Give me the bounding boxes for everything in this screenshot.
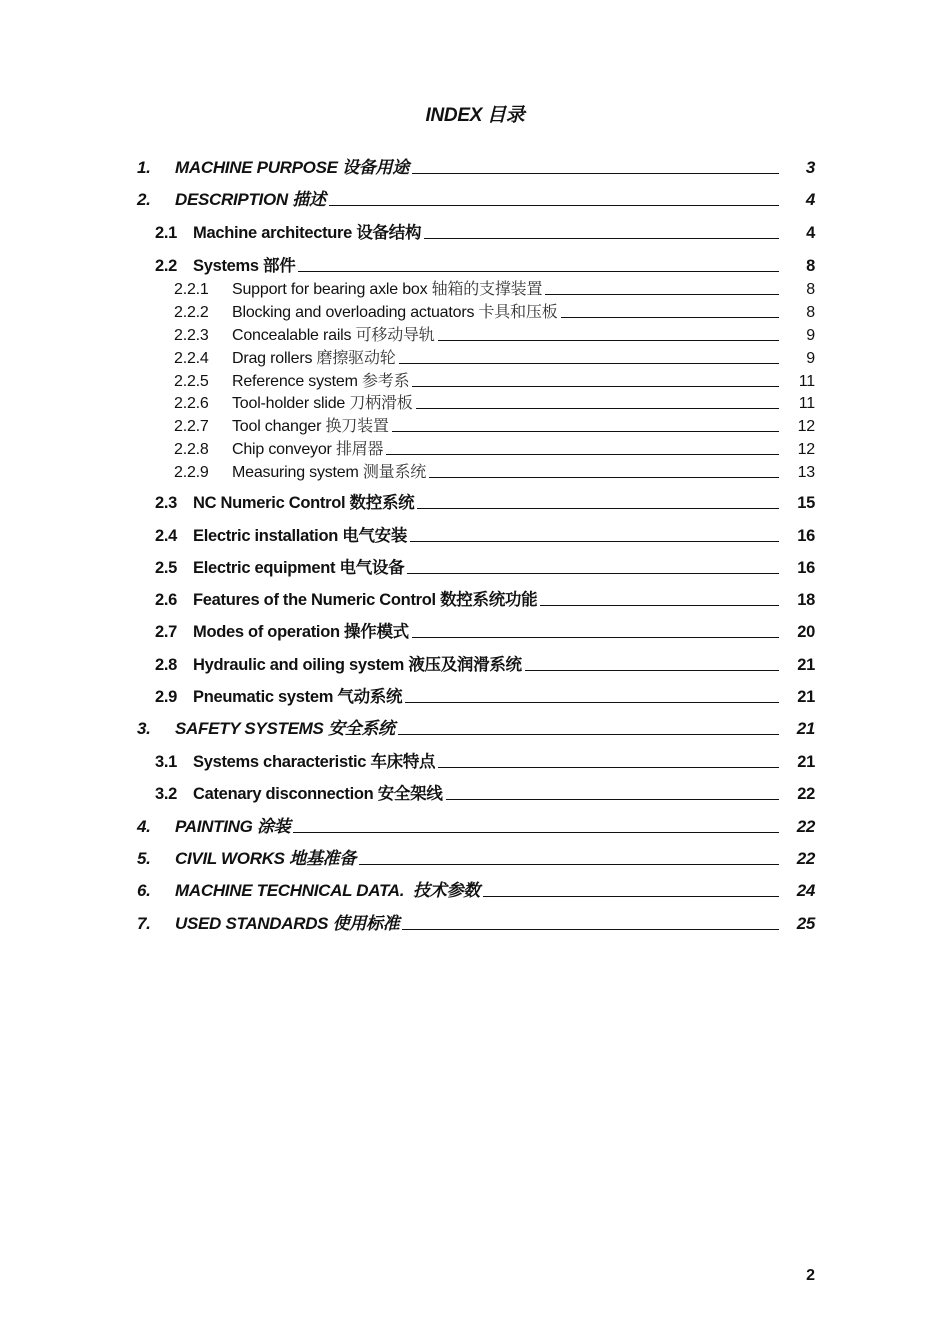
- toc-entry-page: 16: [797, 527, 815, 545]
- toc-entry-label: Hydraulic and oiling system 液压及润滑系统: [193, 656, 522, 674]
- toc-entry-2-4[interactable]: [155, 524, 815, 546]
- dot-leader: [438, 340, 779, 341]
- toc-entry-page: 4: [806, 224, 815, 242]
- toc-entry-label: MACHINE PURPOSE 设备用途: [175, 158, 409, 177]
- toc-entry-label: Pneumatic system 气动系统: [193, 688, 403, 706]
- toc-entry-label: USED STANDARDS 使用标准: [175, 914, 400, 933]
- toc-entry-page: 4: [805, 190, 815, 209]
- toc-entry-page: 9: [806, 327, 815, 344]
- toc-entry-page: 22: [796, 849, 815, 868]
- dot-leader: [386, 454, 779, 455]
- toc-entry-3[interactable]: [137, 717, 815, 739]
- toc-entry-number: 2.: [137, 190, 151, 209]
- toc-entry-label: Electric equipment 电气设备: [193, 559, 405, 577]
- toc-entry-label: Support for bearing axle box 轴箱的支撑装置: [232, 279, 543, 298]
- toc-entry-number: 2.2.4: [174, 350, 209, 367]
- toc-entry-label: Measuring system 测量系统: [232, 462, 427, 481]
- page-number: 2: [806, 1267, 815, 1284]
- dot-leader: [405, 702, 779, 703]
- toc-entry-number: 2.1: [155, 224, 178, 242]
- toc-entry-number: 3.1: [155, 753, 178, 771]
- toc-entry-2-2-1[interactable]: [174, 277, 815, 299]
- dot-leader: [483, 896, 779, 897]
- dot-leader: [424, 238, 779, 239]
- toc-entry-3-2[interactable]: [155, 782, 815, 804]
- dot-leader: [402, 929, 779, 930]
- toc-entry-number: 2.2.7: [174, 418, 209, 435]
- toc-entry-number: 2.7: [155, 623, 178, 641]
- toc-entry-label: Systems 部件: [193, 257, 296, 275]
- toc-entry-2-2-5[interactable]: [174, 369, 815, 391]
- toc-entry-2-1[interactable]: [155, 221, 815, 243]
- toc-entry-number: 3.2: [155, 785, 178, 803]
- toc-entry-5[interactable]: [137, 847, 815, 869]
- dot-leader: [412, 173, 779, 174]
- dot-leader: [545, 294, 779, 295]
- toc-entry-number: 2.9: [155, 688, 178, 706]
- toc-entry-label: Machine architecture 设备结构: [193, 224, 422, 242]
- toc-entry-3-1[interactable]: [155, 750, 815, 772]
- toc-entry-2[interactable]: [137, 188, 815, 210]
- toc-entry-number: 5.: [137, 849, 151, 868]
- toc-entry-2-2[interactable]: [155, 254, 815, 276]
- dot-leader: [392, 431, 779, 432]
- toc-entry-2-2-3[interactable]: [174, 323, 815, 345]
- toc-entry-label: Systems characteristic 车床特点: [193, 753, 436, 771]
- toc-entry-label: MACHINE TECHNICAL DATA. 技术参数: [175, 881, 480, 900]
- toc-entry-label: PAINTING 涂装: [175, 817, 291, 836]
- toc-entry-number: 2.8: [155, 656, 178, 674]
- dot-leader: [438, 767, 779, 768]
- toc-entry-page: 9: [806, 350, 815, 367]
- toc-entry-number: 2.2.5: [174, 373, 209, 390]
- toc-entry-number: 3.: [137, 719, 151, 738]
- dot-leader: [416, 408, 779, 409]
- dot-leader: [398, 734, 779, 735]
- dot-leader: [359, 864, 779, 865]
- toc-entry-page: 21: [797, 656, 815, 674]
- dot-leader: [446, 799, 779, 800]
- toc-entry-number: 1.: [137, 158, 151, 177]
- toc-entry-number: 2.2: [155, 257, 178, 275]
- toc-entry-2-2-4[interactable]: [174, 346, 815, 368]
- toc-entry-page: 22: [797, 785, 815, 803]
- toc-entry-number: 2.2.3: [174, 327, 209, 344]
- toc-entry-label: Electric installation 电气安装: [193, 527, 408, 545]
- toc-entry-page: 25: [796, 914, 815, 933]
- dot-leader: [417, 508, 779, 509]
- toc-entry-page: 3: [805, 158, 815, 177]
- toc-entry-2-2-2[interactable]: [174, 300, 815, 322]
- toc-entry-2-2-9[interactable]: [174, 460, 815, 482]
- toc-entry-label: Modes of operation 操作模式: [193, 623, 409, 641]
- dot-leader: [410, 541, 779, 542]
- toc-entry-2-2-8[interactable]: [174, 437, 815, 459]
- toc-entry-number: 4.: [137, 817, 151, 836]
- toc-entry-label: Tool-holder slide 刀柄滑板: [232, 393, 413, 412]
- toc-entry-number: 2.3: [155, 494, 178, 512]
- toc-entry-label: Features of the Numeric Control 数控系统功能: [193, 591, 538, 609]
- toc-entry-1[interactable]: [137, 156, 815, 178]
- toc-entry-2-8[interactable]: [155, 653, 815, 675]
- toc-entry-page: 18: [797, 591, 815, 609]
- toc-entry-number: 7.: [137, 914, 151, 933]
- toc-entry-number: 2.2.1: [174, 281, 209, 298]
- toc-entry-number: 2.2.8: [174, 441, 209, 458]
- toc-entry-label: Concealable rails 可移动导轨: [232, 325, 435, 344]
- toc-entry-label: Drag rollers 磨擦驱动轮: [232, 348, 396, 367]
- dot-leader: [293, 832, 779, 833]
- dot-leader: [525, 670, 779, 671]
- toc-entry-page: 22: [796, 817, 815, 836]
- toc-entry-page: 12: [797, 441, 815, 458]
- dot-leader: [561, 317, 779, 318]
- toc-entry-number: 6.: [137, 881, 151, 900]
- toc-entry-2-2-7[interactable]: [174, 414, 815, 436]
- toc-entry-page: 11: [798, 395, 815, 412]
- toc-entry-4[interactable]: [137, 815, 815, 837]
- toc-entry-page: 21: [796, 719, 815, 738]
- dot-leader: [298, 271, 779, 272]
- toc-entry-number: 2.2.2: [174, 304, 209, 321]
- toc-entry-2-3[interactable]: [155, 491, 815, 513]
- dot-leader: [407, 573, 779, 574]
- page-title: INDEX 目录: [425, 105, 525, 126]
- toc-entry-page: 8: [806, 257, 815, 275]
- toc-entry-2-2-6[interactable]: [174, 391, 815, 413]
- toc-entry-page: 12: [797, 418, 815, 435]
- toc-entry-label: SAFETY SYSTEMS 安全系统: [175, 719, 395, 738]
- toc-entry-label: Chip conveyor 排屑器: [232, 439, 384, 458]
- toc-entry-number: 2.2.9: [174, 464, 209, 481]
- dot-leader: [329, 205, 779, 206]
- dot-leader: [399, 363, 779, 364]
- toc-entry-page: 20: [797, 623, 815, 641]
- toc-entry-label: Tool changer 换刀装置: [232, 416, 389, 435]
- toc-entry-2-7[interactable]: [155, 620, 815, 642]
- toc-entry-7[interactable]: [137, 912, 815, 934]
- toc-entry-label: Blocking and overloading actuators 卡具和压板: [232, 302, 558, 321]
- toc-entry-number: 2.6: [155, 591, 178, 609]
- toc-entry-label: DESCRIPTION 描述: [175, 190, 326, 209]
- toc-entry-page: 8: [806, 304, 815, 321]
- toc-entry-label: Catenary disconnection 安全架线: [193, 785, 443, 803]
- toc-entry-label: Reference system 参考系: [232, 371, 410, 390]
- toc-entry-label: CIVIL WORKS 地基准备: [175, 849, 356, 868]
- dot-leader: [429, 477, 779, 478]
- dot-leader: [540, 605, 779, 606]
- toc-entry-page: 21: [797, 753, 815, 771]
- toc-entry-page: 15: [797, 494, 815, 512]
- toc-entry-6[interactable]: [137, 879, 815, 901]
- toc-entry-number: 2.2.6: [174, 395, 209, 412]
- toc-entry-page: 21: [797, 688, 815, 706]
- dot-leader: [412, 637, 779, 638]
- toc-entry-2-9[interactable]: [155, 685, 815, 707]
- toc-entry-2-5[interactable]: [155, 556, 815, 578]
- toc-entry-page: 13: [797, 464, 815, 481]
- toc-entry-page: 24: [796, 881, 815, 900]
- toc-entry-number: 2.4: [155, 527, 178, 545]
- toc-entry-2-6[interactable]: [155, 588, 815, 610]
- toc-entry-number: 2.5: [155, 559, 178, 577]
- toc-entry-page: 11: [798, 373, 815, 390]
- toc-entry-label: NC Numeric Control 数控系统: [193, 494, 415, 512]
- dot-leader: [412, 386, 779, 387]
- toc-entry-page: 8: [806, 281, 815, 298]
- toc-entry-page: 16: [797, 559, 815, 577]
